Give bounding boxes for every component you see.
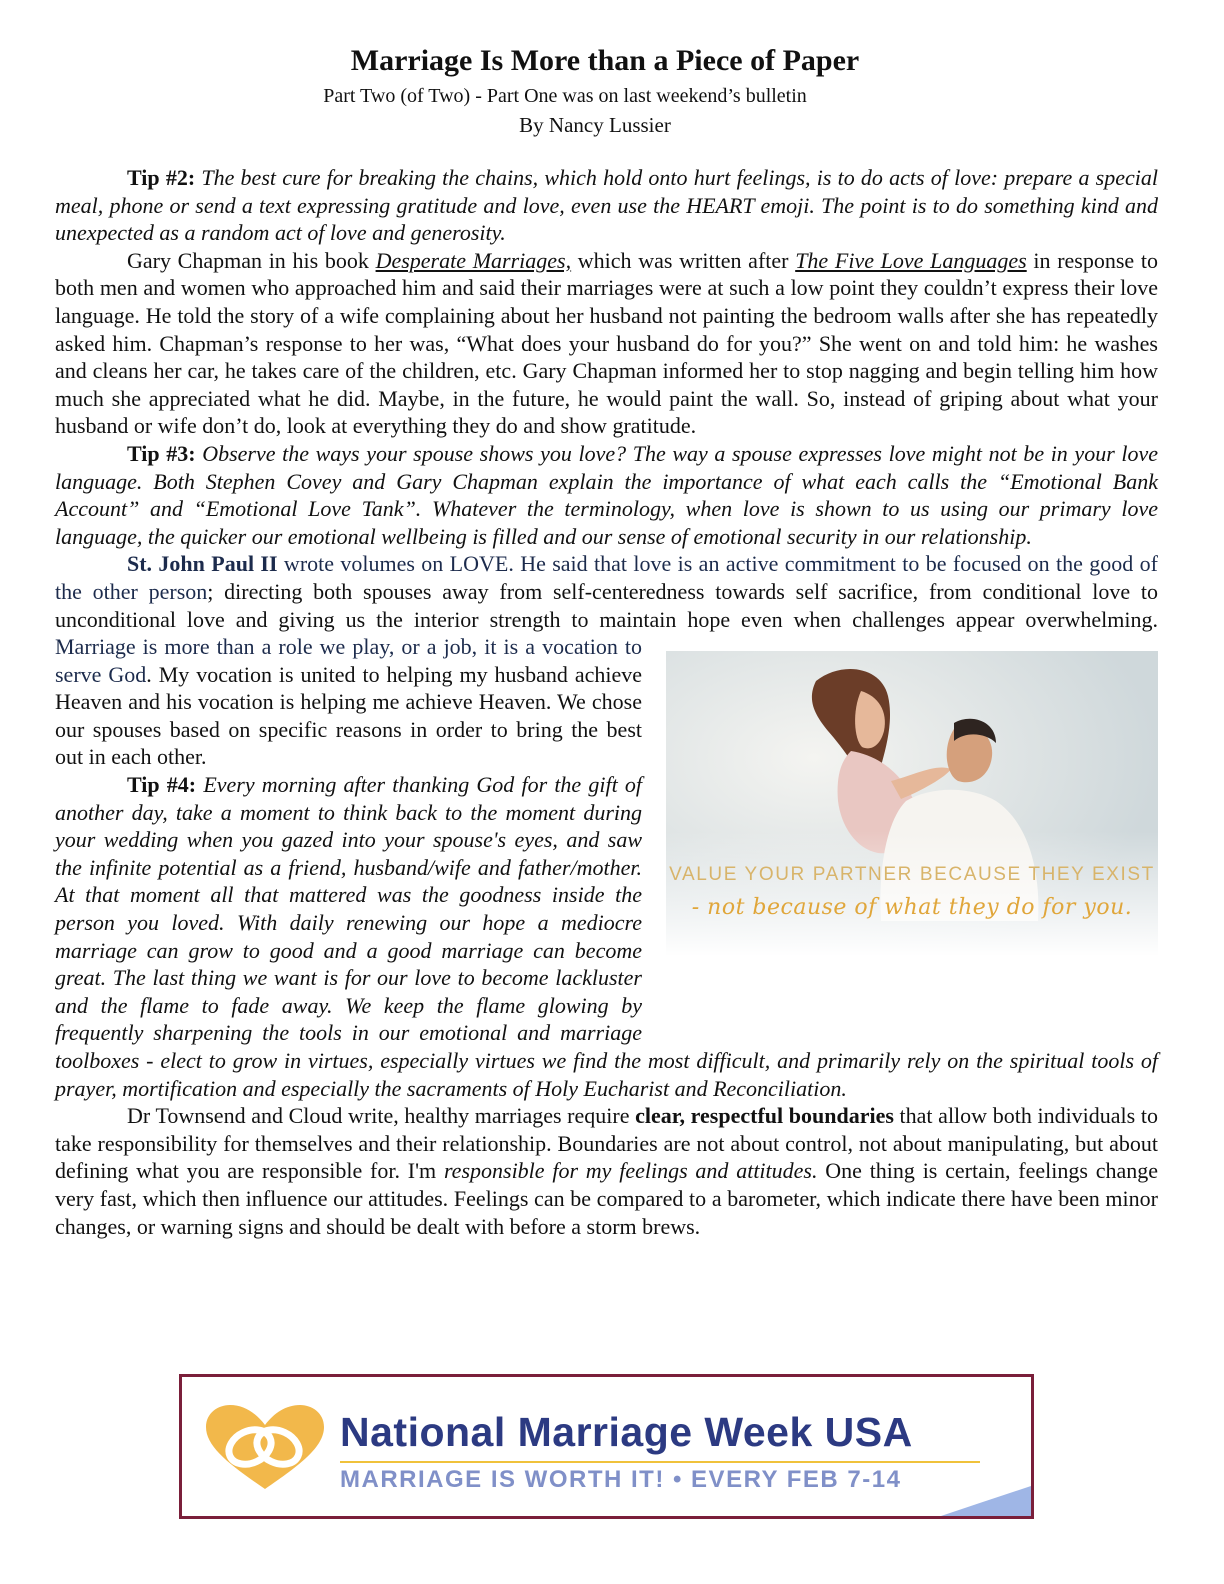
jpii-name: St. John Paul II: [127, 551, 278, 577]
tip3-label: Tip #3:: [127, 440, 196, 466]
heart-rings-logo-icon: [200, 1403, 330, 1493]
author-byline: By Nancy Lussier: [519, 113, 671, 137]
chapman-text-3: in response to both men and women who approached him and said their marriages were at such a low point they couldn’t express their love language. He told the story of a wife complaining about her husband not painting the bedroom walls after she has repeatedly asked him. Chapman’s response to her was, “What does your husband do for you?” She went on and told him: he washes and cleans her car, he takes care of the children, etc. Gary Chapman informed her to stop nagging and begin telling him how much she appreciated what he did. Maybe, in the future, he would paint the wall. So, instead of griping about what your husband or wife don’t do, look at everything they do and show gratitude.: [55, 247, 1159, 439]
tip3-text: Observe the ways your spouse shows you love? The way a spouse expresses love might not be in your love language. Both Stephen Covey and Gary Chapman explain the importance of what each calls the “Emotional Bank Account” and “Emotional Love Tank”. Whatever the terminology, when love is shown to us using our primary love language, the quicker our emotional wellbeing is filled and our sense of emotional security in our relationship.: [55, 440, 1159, 549]
book-five-love-languages: The Five Love Languages: [795, 247, 1027, 273]
tip4-text: Every morning after thanking God for the gift of another day, take a moment to think back to the moment during your wedding when you gazed into your spouse's eyes, and saw the infinite potential as a friend, husband/wife and father/mother. At that moment all that mattered was the goodness inside the person you loved. With daily renewing our hope a mediocre marriage can grow to good and a good marriage can become great. The last thing we want is for our love to become lackluster and the flame to fade away. We keep the flame glowing by frequently sharpening the tools in our emotional and marriage toolboxes - elect to grow in virtues, especially virtues we find the most difficult, and primarily rely on the spiritual tools of prayer, mortification and especially the sacraments of Holy Eucharist and Reconciliation.: [55, 772, 1158, 1101]
national-marriage-week-banner: [179, 1374, 1034, 1519]
page-title: Marriage Is More than a Piece of Paper: [350, 44, 860, 77]
tip3-paragraph: [55, 440, 1158, 550]
boundaries-text-3: One thing is certain, feelings change very fast, which then influence our attitudes. Feelings can be compared to a barometer, which indicate there have been minor changes, or warning signs and should be dealt with before a storm brews.: [55, 1158, 1158, 1239]
jpii-text-2: ; directing both spouses away from self-centeredness towards self sacrifice, from conditional love to unconditional love and giving us the interior strength to maintain hope even when challenges appear overwhelming.: [55, 578, 1158, 632]
page-subtitle: Part Two (of Two) - Part One was on last weekend’s bulletin: [323, 85, 807, 107]
chapman-text-2: which was written after: [571, 247, 796, 273]
boundaries-text-2: that allow both individuals to take responsibility for themselves and their relationship. Boundaries are not about control, not about manipulating, but about defining what you are responsible for. I'm: [55, 1103, 1158, 1184]
banner-subtitle: MARRIAGE IS WORTH IT! • EVERY FEB 7-14: [340, 1466, 902, 1493]
couple-photo: [666, 651, 1158, 956]
boundaries-paragraph: [55, 1102, 1158, 1240]
jpii-text-3: . My vocation is united to helping my husband achieve Heaven and his vocation is helping me achieve Heaven. We chose our spouses based on specific reasons in order to bring the best out in each other.: [55, 661, 642, 770]
photo-quote-line2: - not because of what they do for you.: [691, 895, 1133, 921]
photo-quote-line1: VALUE YOUR PARTNER BECAUSE THEY EXIST: [669, 864, 1155, 886]
jpii-blue-2: Marriage is more than a role we play, or a job, it is a vocation to serve God: [55, 634, 642, 687]
couple-photo-float: [658, 641, 1158, 1036]
banner-corner-wave: [941, 1486, 1031, 1516]
banner-title: National Marriage Week USA: [340, 1409, 913, 1455]
tip2-text: The best cure for breaking the chains, which hold onto hurt feelings, is to do acts of love: prepare a special meal, phone or send a text expressing gratitude and love, even use the HEART emoji. The point is to do something kind and unexpected as a random act of love and generosity.: [55, 165, 1158, 246]
boundaries-bold: clear, respectful boundaries: [635, 1103, 894, 1129]
boundaries-text-1: Dr Townsend and Cloud write, healthy marriages require: [127, 1103, 636, 1129]
article-body: [55, 164, 1158, 1240]
tip2-paragraph: [55, 164, 1158, 247]
boundaries-italic: responsible for my feelings and attitudes.: [443, 1158, 818, 1184]
banner-divider: [340, 1461, 980, 1463]
chapman-paragraph: [55, 247, 1158, 440]
tip4-label: Tip #4:: [127, 772, 197, 798]
book-desperate-marriages: Desperate Marriages,: [375, 247, 572, 273]
jpii-blue-1: wrote volumes on LOVE. He said that love is an active commitment to be focused on the good of the other person: [55, 551, 1158, 604]
chapman-text-1: Gary Chapman in his book: [127, 247, 376, 273]
tip2-label: Tip #2:: [127, 165, 196, 190]
